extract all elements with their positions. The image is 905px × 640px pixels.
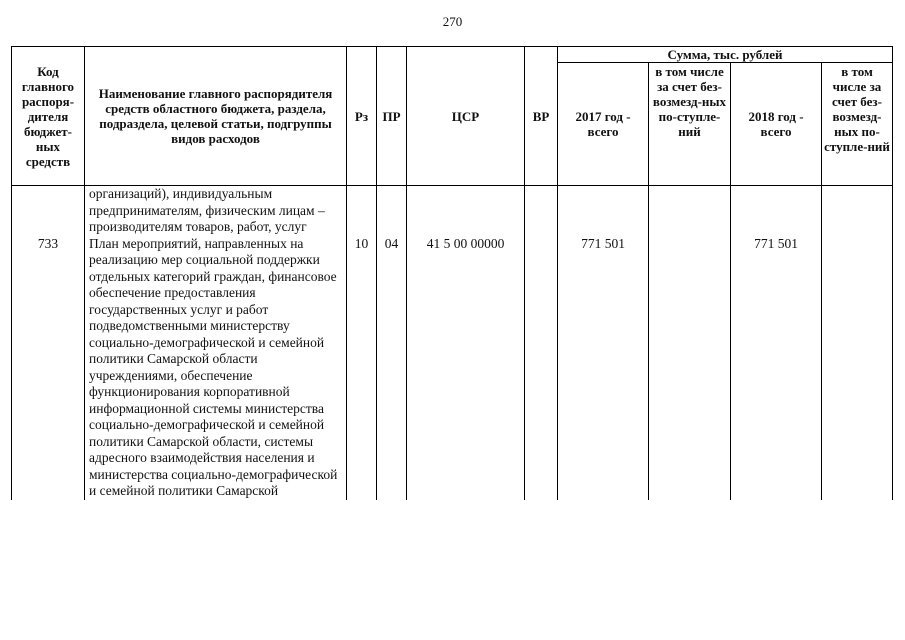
cell-2017-free [649,236,731,500]
header-2017-total: 2017 год - всего [558,63,649,186]
header-2018-total: 2018 год - всего [731,63,822,186]
cell-code [12,186,85,236]
cell-pr [377,186,407,236]
cell-rz [347,186,377,236]
cell-rz: 10 [347,236,377,500]
cell-2018-free [822,186,893,236]
cell-2018-total [731,186,822,236]
cell-pr: 04 [377,236,407,500]
header-pr: ПР [377,47,407,186]
cell-csr [407,186,525,236]
cell-2017-total: 771 501 [558,236,649,500]
table-row [12,236,893,500]
header-sum-title: Сумма, тыс. рублей [558,47,893,63]
cell-name: План мероприятий, направленных на реализацию мер социальной поддержки отдельных категорий граждан, финансовое обеспечение предоставления государственных услуг и работ подведомственными министерству социально-демографической и семейной политики Самарской области учреждениями, обеспечение функционирования корпоративной информационной системы министерства социально-демографической и семейной политики Самарской области, системы адресного взаимодействия населения и министерства социально-демографической и семейной политики Самарской [85,236,347,500]
table-row [12,186,893,236]
header-vr: ВР [525,47,558,186]
header-2017-free: в том числе за счет без-возмезд-ных по-ступле-ний [649,63,731,186]
cell-2018-free [822,236,893,500]
header-rz: Рз [347,47,377,186]
cell-2018-total: 771 501 [731,236,822,500]
cell-csr: 41 5 00 00000 [407,236,525,500]
cell-2017-free [649,186,731,236]
budget-table [11,46,893,500]
header-name: Наименование главного распорядителя средств областного бюджета, раздела, подраздела, целевой статьи, подгруппы видов расходов [85,47,347,186]
cell-2017-total [558,186,649,236]
header-code: Код главного распоря-дителя бюджет-ных средств [12,47,85,186]
header-2018-free: в том числе за счет без-возмезд-ных по-ступле-ний [822,63,893,186]
page-number: 270 [442,14,463,29]
cell-vr [525,236,558,500]
cell-name: организаций), индивидуальным предпринимателям, физическим лицам – производителям товаров, работ, услуг [85,186,347,236]
cell-vr [525,186,558,236]
cell-code: 733 [12,236,85,500]
header-csr: ЦСР [407,47,525,186]
